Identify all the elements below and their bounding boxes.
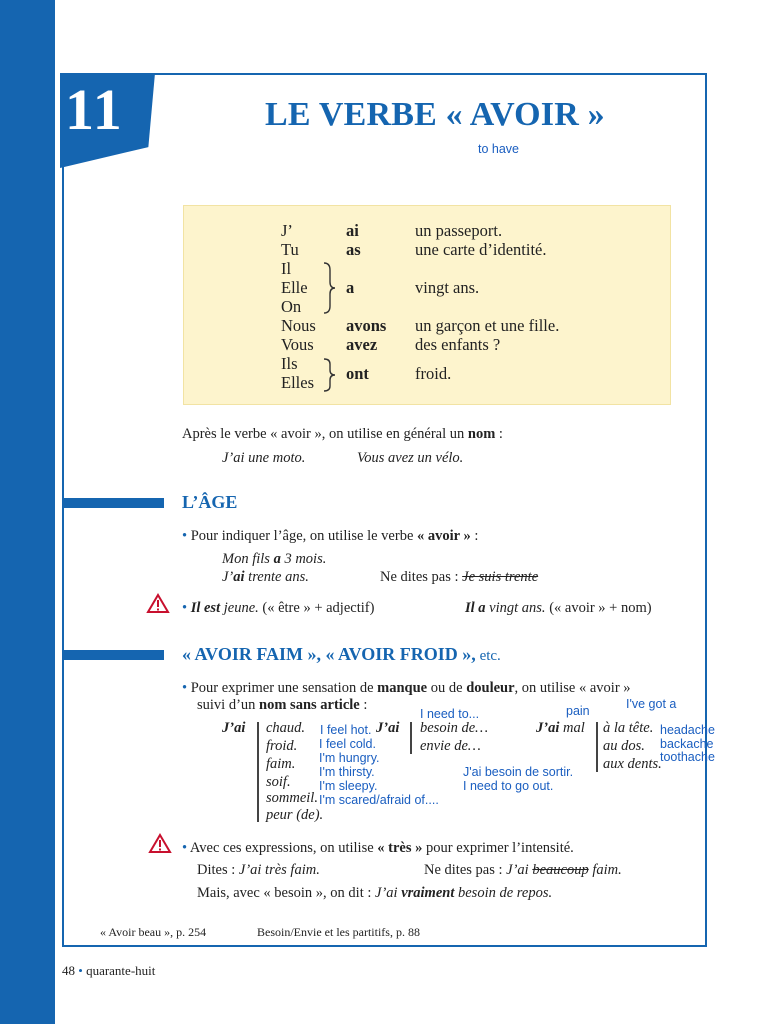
age-rule: • Pour indiquer l’âge, on utilise le verbe « avoir » :: [182, 528, 479, 544]
tres-dites: Dites : J’ai très faim.: [197, 862, 320, 878]
age-example-1: Mon fils a 3 mois.: [222, 551, 327, 567]
handwritten-note: I need to...: [420, 707, 480, 721]
title-annotation: to have: [478, 142, 520, 156]
intro-rule: Après le verbe « avoir », on utilise en général un nom :: [182, 426, 503, 442]
need-item: besoin de…: [420, 720, 489, 736]
verb-form: avez: [346, 335, 378, 354]
sensation-item: faim.: [266, 756, 296, 772]
reference-link-2: Besoin/Envie et les partitifs, p. 88: [257, 925, 420, 939]
complement: des enfants ?: [415, 335, 501, 354]
bullet-icon: •: [182, 528, 188, 544]
bullet-icon: •: [182, 680, 188, 696]
verb-form: avons: [346, 316, 387, 335]
bullet-icon: •: [182, 600, 188, 616]
section-title-faim: « AVOIR FAIM », « AVOIR FROID », etc.: [182, 644, 501, 664]
pronoun: On: [281, 297, 302, 316]
pronoun: Tu: [281, 240, 299, 259]
tres-mais: Mais, avec « besoin », on dit : J’ai vraiment besoin de repos.: [197, 885, 553, 901]
reference-link-1: « Avoir beau », p. 254: [100, 925, 207, 939]
section-title-age: L’ÂGE: [182, 492, 238, 512]
column-divider: [596, 722, 598, 772]
pronoun: Elles: [281, 373, 314, 392]
faim-rule-line-1: • Pour exprimer une sensation de manque ou de douleur, on utilise « avoir »: [182, 680, 631, 696]
chapter-title: LE VERBE « AVOIR »: [265, 96, 605, 133]
bullet-icon: •: [78, 963, 83, 978]
tres-rule: • Avec ces expressions, on utilise « très » pour exprimer l’intensité.: [182, 840, 574, 856]
handwritten-note: toothache: [660, 750, 715, 764]
pronoun: J’: [281, 221, 293, 240]
verb-form: ont: [346, 364, 369, 383]
intro-example-2: Vous avez un vélo.: [357, 450, 464, 466]
page-number: 48 • quarante-huit: [62, 963, 156, 978]
pronoun: Nous: [281, 316, 316, 335]
sensation-item: soif.: [266, 774, 291, 790]
pronoun: Elle: [281, 278, 308, 297]
chapter-number: 11: [65, 77, 124, 142]
handwritten-note: headache: [660, 723, 715, 737]
verb-form: as: [346, 240, 361, 259]
pain-item: à la tête.: [603, 720, 654, 736]
handwritten-note: I'm sleepy.: [319, 779, 378, 793]
verb-form: ai: [346, 221, 359, 240]
bullet-icon: •: [182, 840, 188, 856]
handwritten-note: I feel hot.: [320, 723, 372, 737]
verb-form: a: [346, 278, 355, 297]
tres-nedites: Ne dites pas : J’ai beaucoup faim.: [424, 862, 622, 878]
pronoun: Il: [281, 259, 292, 278]
handwritten-note: backache: [660, 737, 714, 751]
warning-icon: [146, 593, 170, 614]
handwritten-note: I've got a: [626, 697, 677, 711]
faim-rule-line-2: suivi d’un nom sans article :: [197, 697, 368, 713]
warning-icon: [148, 833, 172, 854]
left-margin-bar: [0, 0, 55, 1024]
pronoun: Ils: [281, 354, 298, 373]
section-bar-faim: [62, 650, 164, 660]
jai-label-1: J’ai: [222, 720, 246, 736]
sensation-item: froid.: [266, 738, 298, 754]
section-bar-age: [62, 498, 164, 508]
pain-item: aux dents.: [603, 756, 662, 772]
handwritten-note: J'ai besoin de sortir.: [463, 765, 574, 779]
brace-ils-elles: [322, 358, 336, 392]
column-divider: [257, 722, 259, 822]
handwritten-note: I'm hungry.: [319, 751, 380, 765]
complement: froid.: [415, 364, 452, 383]
jai-mal-label: J’ai mal: [536, 720, 585, 736]
handwritten-note: I'm thirsty.: [319, 765, 375, 779]
handwritten-note: I feel cold.: [319, 737, 376, 751]
sensation-item: sommeil.: [266, 790, 318, 806]
need-item: envie de…: [420, 738, 481, 754]
age-warning-right: Il a vingt ans. (« avoir » + nom): [465, 600, 652, 616]
intro-example-1: J’ai une moto.: [222, 450, 306, 466]
handwritten-note: pain: [566, 704, 590, 718]
complement: une carte d’identité.: [415, 240, 547, 259]
pronoun: Vous: [281, 335, 314, 354]
handwritten-note: I'm scared/afraid of....: [319, 793, 439, 807]
sensation-item: peur (de).: [266, 807, 324, 823]
complement: vingt ans.: [415, 278, 480, 297]
jai-label-2: J’ai: [376, 720, 400, 736]
column-divider: [410, 722, 412, 754]
brace-il-elle-on: [322, 262, 336, 314]
handwritten-note: I need to go out.: [463, 779, 554, 793]
age-example-2: J’ai trente ans.: [222, 569, 309, 585]
complement: un passeport.: [415, 221, 503, 240]
age-warning-left: • Il est jeune. (« être » + adjectif): [182, 600, 375, 616]
pain-item: au dos.: [603, 738, 645, 754]
age-nedites: Ne dites pas : Je suis trente: [380, 569, 539, 585]
complement: un garçon et une fille.: [415, 316, 560, 335]
sensation-item: chaud.: [266, 720, 306, 736]
